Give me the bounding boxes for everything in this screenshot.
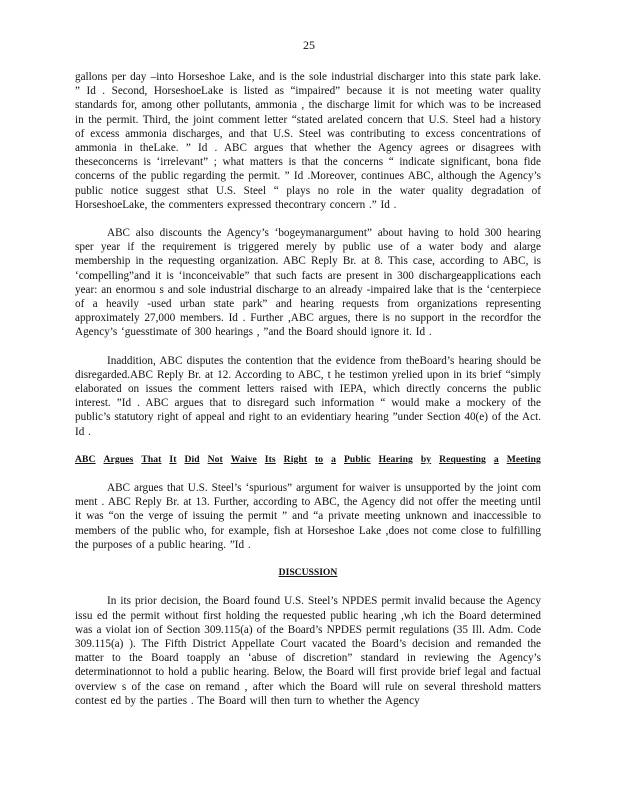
heading-word: Requesting (439, 453, 486, 465)
paragraph: ABC argues that U.S. Steel’s ‘spurious” argument for waiver is unsupported by the joint com ment . ABC Reply Br. at 13. Further, according to ABC, the Agency did not offer the meeting until it was “on the verge of issuing the permit ” and “a private meeting unknown and inaccessible to members of the public who, for example, fish at Horseshoe Lake ,does not come close to fulfilling the purposes of a public hearing. ”Id . (75, 482, 541, 551)
paragraph: ABC also discounts the Agency’s ‘bogeymanargument” about having to hold 300 hearing sper year if the requirement is triggered merely by public use of a water body and alarge membership in the requesting organization. ABC Reply Br. at 8. This case, according to ABC, is ‘compelling”and it is ‘inconceivable” that such facts are present in 300 dischargeapplications each year: an enormou s and sole industrial discharge to an already -impaired lake that is the ‘centerpiece of a heavily -used urban state park” and hearing requests from organizations representing approximately 27,000 members. Id . Further ,ABC argues, there is no support in the recordfor the Agency’s ‘guesstimate of 300 hearings , ”and the Board should ignore it. Id . (75, 227, 541, 339)
heading-word: That (141, 453, 162, 465)
heading-word: Right (283, 453, 308, 465)
heading-word: to (315, 453, 324, 465)
heading-word: Its (264, 453, 276, 465)
section-heading (75, 453, 541, 467)
heading-word: It (169, 453, 177, 465)
heading-word: a (331, 453, 337, 465)
paragraph: gallons per day –into Horseshoe Lake, and is the sole industrial discharger into this state park lake. ” Id . Second, HorseshoeLake is listed as “impaired” because it is not meeting water quality standards for, among other pollutants, ammonia , the discharge limit for which was to be increased in the permit. Third, the joint comment letter “stated arelated concern that U.S. Steel had a history of excess ammonia discharges, and that U.S. Steel was contributing to excess concentrations of ammonia in theLake. ” Id . ABC argues that whether the Agency agrees or disagrees with theseconcerns is ‘irrelevant” ; what matters is that the concerns “ indicate significant, bona fide concerns of the public regarding the permit. ” Id .Moreover, continues ABC, although the Agency’s public notice suggest sthat U.S. Steel “ plays no role in the water quality degradation of HorseshoeLake, the commenters expressed thecontrary concern .” Id . (75, 71, 541, 211)
document-body (75, 70, 541, 708)
discussion-heading: DISCUSSION (278, 567, 338, 579)
heading-word: Argues (103, 453, 134, 465)
heading-word: Waive (230, 453, 257, 465)
paragraph: Inaddition, ABC disputes the contention that the evidence from theBoard’s hearing should be disregarded.ABC Reply Br. at 12. According to ABC, t he testimon yrelied upon in its brief “simply elaborated on issues the comment letters raised with IEPA, which directly concerns the public interest. ”Id . ABC argues that to disregard such information “ would make a mockery of the public’s statutory right of appeal and right to an evidentiary hearing ”under Section 40(e) of the Act. Id . (75, 354, 541, 438)
heading-word: ABC (75, 453, 96, 465)
page-number: 25 (303, 38, 315, 52)
heading-word: a (493, 453, 499, 465)
heading-word: by (420, 453, 432, 465)
heading-word: Hearing (378, 453, 413, 465)
heading-word: Public (343, 453, 371, 465)
heading-word: Meeting (506, 453, 541, 465)
paragraph: In its prior decision, the Board found U.S. Steel’s NPDES permit invalid because the Agency issu ed the permit without first holding the requested public hearing ,wh ich the Board determined was a violat ion of Section 309.115(a) of the Board’s NPDES permit regulations (35 Ill. Adm. Code 309.115(a) ). The Fifth District Appellate Court vacated the Board’s decision and remanded the matter to the Board toapply an ‘abuse of discretion” standard in reviewing the Agency’s determinationnot to hold a public hearing. Below, the Board will first provide brief legal and factual overview s of the case on remand , after which the Board will rule on several threshold matters contest ed by the parties . The Board will then turn to whether the Agency (75, 595, 541, 707)
heading-word: Did (184, 453, 200, 465)
heading-word: Not (207, 453, 223, 465)
